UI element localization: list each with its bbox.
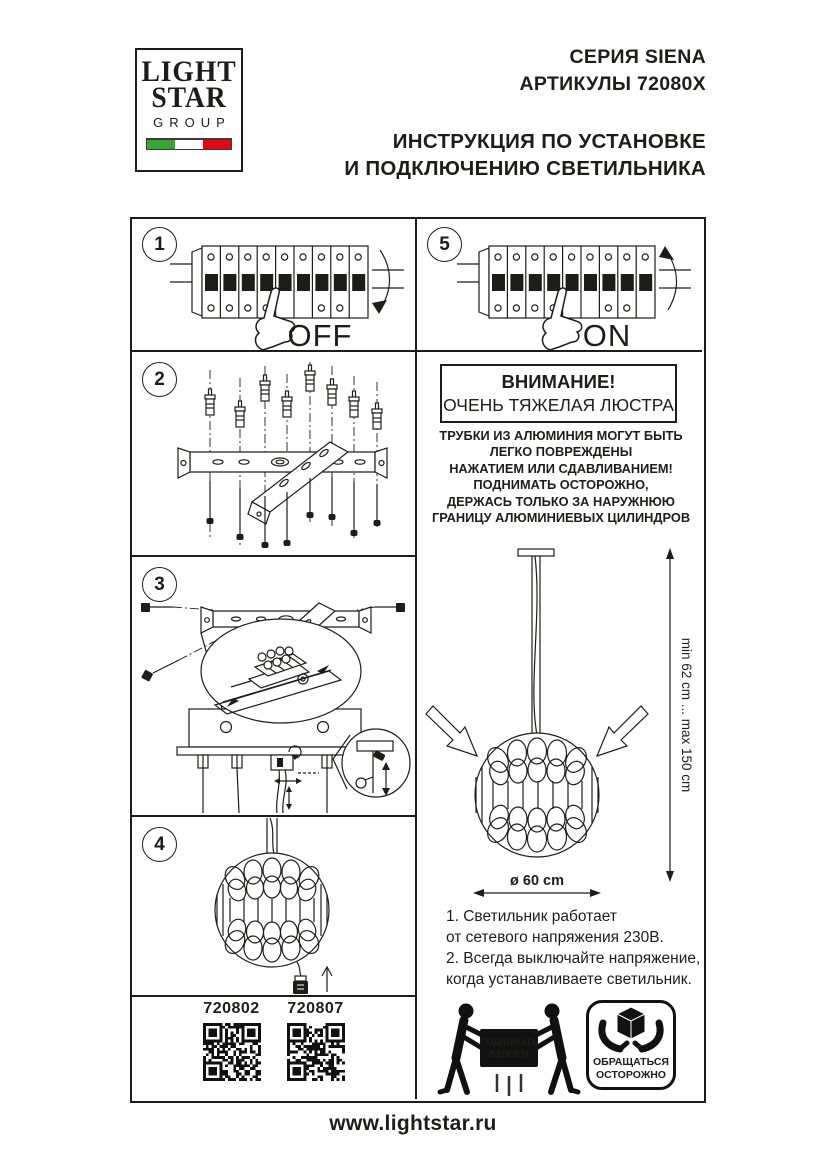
suspension-rod bbox=[532, 556, 540, 737]
grid-divider bbox=[415, 350, 702, 352]
rotate-down-arrow bbox=[380, 250, 390, 308]
step-2-badge: 2 bbox=[142, 362, 177, 397]
suspension-cables bbox=[203, 768, 327, 813]
step-3-badge: 3 bbox=[142, 567, 177, 602]
article-number: 720802 bbox=[203, 1000, 260, 1017]
logo-star: STAR bbox=[151, 81, 227, 114]
warning-box bbox=[440, 364, 677, 423]
chandelier-sphere bbox=[215, 853, 329, 967]
chandelier-hang-diagram bbox=[131, 818, 415, 994]
qr-code bbox=[287, 1023, 345, 1081]
rotate-up-arrow bbox=[667, 252, 677, 310]
flag-white bbox=[175, 140, 203, 149]
qr-item bbox=[287, 1000, 345, 1081]
wall-anchors bbox=[205, 365, 382, 429]
usage-notes bbox=[446, 906, 702, 990]
chandelier-sphere bbox=[475, 733, 599, 857]
qr-code bbox=[203, 1023, 261, 1081]
grid-divider bbox=[130, 815, 417, 817]
bracket-anchors-diagram bbox=[132, 356, 414, 552]
article-number: 720807 bbox=[287, 1000, 344, 1017]
breaker-on-diagram bbox=[455, 224, 695, 350]
grid-divider bbox=[130, 350, 417, 352]
cross-bracket bbox=[178, 442, 387, 524]
diameter-label: ø 60 cm bbox=[510, 873, 564, 889]
flag-green bbox=[147, 140, 175, 149]
lift-label-2: ВДВОЕМ bbox=[489, 1049, 529, 1059]
canopy-wiring-diagram bbox=[131, 559, 415, 813]
breaker-off-diagram bbox=[168, 224, 408, 350]
articles-title: АРТИКУЛЫ 72080X bbox=[519, 73, 706, 95]
qr-code-row bbox=[132, 1000, 415, 1081]
italian-flag-bar bbox=[146, 138, 232, 150]
note-line: 1. Светильник работает bbox=[446, 908, 617, 925]
suspension-pipe bbox=[267, 818, 277, 854]
series-title: СЕРИЯ SIENA bbox=[569, 46, 706, 68]
website-url: www.lightstar.ru bbox=[329, 1112, 497, 1135]
connector-plug bbox=[293, 962, 308, 994]
handle-with-care-box bbox=[586, 1000, 676, 1090]
height-dimension bbox=[666, 548, 694, 882]
flag-red bbox=[203, 140, 231, 149]
breaker-toggles bbox=[205, 274, 365, 291]
warning-text: ТРУБКИ ИЗ АЛЮМИНИЯ МОГУТ БЫТЬ ЛЕГКО ПОВРЕЖДЕНЫ НАЖАТИЕМ ИЛИ СДАВЛИВАНИЕМ! ПОДНИМАТЬ ОСТОРОЖНО, ДЕРЖАСЬ ТОЛЬКО ЗА НАРУЖНЮЮ ГРАНИЦУ АЛЮМИНИЕВЫХ ЦИЛИНДРОВ bbox=[431, 428, 691, 526]
warning-title: ВНИМАНИЕ! bbox=[501, 371, 616, 392]
lift-label-box bbox=[480, 1029, 538, 1067]
step-1-badge: 1 bbox=[142, 227, 177, 262]
lift-label-1: ПОДНИМАТЬ bbox=[479, 1037, 539, 1047]
grid-divider bbox=[130, 995, 417, 997]
grid-divider bbox=[130, 555, 417, 557]
lightstar-logo bbox=[135, 48, 243, 172]
logo-light: LIGHT bbox=[141, 55, 237, 88]
qr-item bbox=[203, 1000, 261, 1081]
note-line: 2. Всегда выключайте напряжение, bbox=[446, 950, 701, 967]
diameter-dimension bbox=[473, 873, 601, 897]
cable-lock-detail bbox=[342, 729, 410, 797]
note-line: когда устанавливаете светильник. bbox=[446, 971, 692, 988]
cable-hangers bbox=[198, 755, 332, 770]
document-header bbox=[300, 44, 706, 182]
care-label-2: ОСТОРОЖНО bbox=[596, 1068, 666, 1081]
hold-here-arrow-left bbox=[426, 706, 477, 756]
lift-by-two-pictogram bbox=[434, 1000, 584, 1098]
terminal-block-detail bbox=[201, 619, 361, 723]
warning-subtitle: ОЧЕНЬ ТЯЖЕЛАЯ ЛЮСТРА bbox=[443, 395, 674, 415]
care-label-1: ОБРАЩАТЬСЯ bbox=[593, 1056, 669, 1068]
chandelier-dimensions-diagram bbox=[424, 545, 700, 903]
hands-holding-box-icon bbox=[589, 1003, 673, 1055]
height-range-label: min 62 cm ... max 150 cm bbox=[679, 637, 694, 793]
off-label: OFF bbox=[287, 318, 353, 350]
step-4-badge: 4 bbox=[142, 827, 177, 862]
logo-group: GROUP bbox=[153, 115, 231, 130]
on-label: ON bbox=[582, 318, 632, 350]
ceiling-canopy bbox=[518, 549, 554, 556]
note-line: от сетевого напряжения 230В. bbox=[446, 929, 664, 946]
step-5-badge: 5 bbox=[427, 227, 462, 262]
hold-here-arrow-right bbox=[597, 706, 648, 756]
up-arrow bbox=[322, 967, 332, 992]
doc-title-line2: И ПОДКЛЮЧЕНИЮ СВЕТИЛЬНИКА bbox=[344, 157, 706, 180]
base-plate bbox=[177, 747, 371, 755]
doc-title-line1: ИНСТРУКЦИЯ ПО УСТАНОВКЕ bbox=[392, 130, 706, 153]
